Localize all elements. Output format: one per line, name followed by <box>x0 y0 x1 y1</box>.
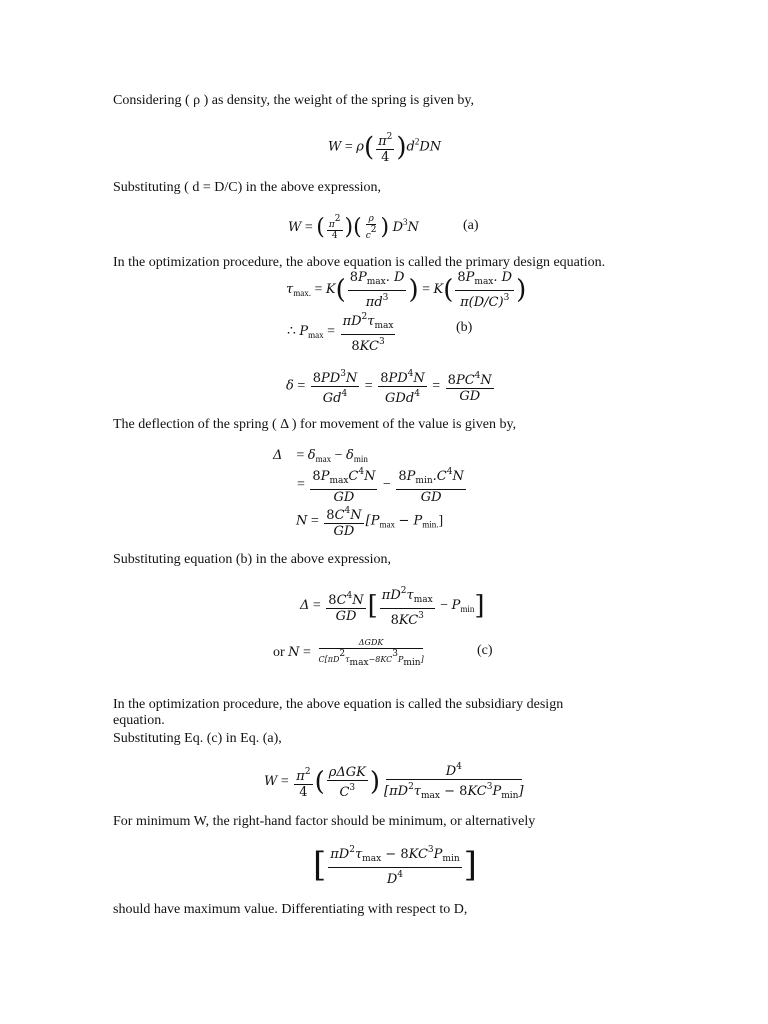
text-substituting-b: Substituting equation (b) in the above expression, <box>113 552 392 567</box>
equation-label-b: (b) <box>456 320 473 335</box>
text-subsidiary-design-equation: In the optimization procedure, the above equation is called the subsidiary design <box>113 697 564 712</box>
text-deflection-of-spring: The deflection of the spring ( Δ ) for movement of the value is given by, <box>113 417 517 432</box>
equation-delta: δ = $\frac{8PD^3N}{Gd^4}$ = $\frac{8PD^4N}{GDd^4}$ = $\frac{8PC^4N}{GD}$ <box>286 369 492 406</box>
equation-delta-diff: Δ = $\delta_{max} - \delta_{min}$ <box>273 448 368 464</box>
equation-label-c: (c) <box>477 643 493 658</box>
text-maximum-value-differentiating: should have maximum value. Differentiating with respect to D, <box>113 902 468 917</box>
equation-maximize-expression: [ $\frac{\pi D^2\tau_{max} - 8KC^3P_{min}}{D^4}$ ] <box>313 845 477 887</box>
equation-weight: W = ρ( $\frac{\pi^2}{4}$ )$d^2DN$ <box>328 132 442 165</box>
equation-b: ∴ $P_{max}$ = $\frac{\pi D^2\tau_{max}}{8KC^3}$ <box>287 312 394 354</box>
text-primary-design-equation: In the optimization procedure, the above equation is called the primary design equation. <box>113 255 606 270</box>
equation-label-a: (a) <box>463 218 479 233</box>
equation-tau-max: $\tau_{max.} = K$( $\frac{8P_{max}. D}{\pi d^3}$ ) = K( $\frac{8P_{max}. D}{\pi(D/C)^3}$ ) <box>286 270 527 310</box>
text-substituting-c-in-a: Substituting Eq. (c) in Eq. (a), <box>113 731 282 746</box>
text-for-minimum-w: For minimum W, the right-hand factor should be minimum, or alternatively <box>113 814 536 829</box>
equation-n-delta: N = $\frac{8C^4N}{GD}$ $[P_{max} - P_{min.}]$ <box>296 506 444 539</box>
equation-a: W = ( $\frac{\pi 2}{4}$ )( $\frac{\rho}{c2}$ ) $D^3N$ <box>288 214 419 242</box>
text-subsidiary-equation-cont: equation. <box>113 713 165 728</box>
equation-c: or N = $\frac{\text{ΔGDK}}{C[\pi D2\tau\max-8KC3Pmin]}$ <box>273 638 424 668</box>
equation-w-final: W = $\frac{\pi^2}{4}$ ( $\frac{\text{ρΔGK}}{C^3}$ ) $\frac{D^4}{[\pi D^2\tau_{max} - 8KC^3P_{min}]}$ <box>264 762 524 801</box>
equation-delta-expanded: = $\frac{8P_{max}C^4N}{GD}$ − $\frac{8P_{min}.C^4N}{GD}$ <box>297 467 464 505</box>
text-substituting-d: Substituting ( d = D/C) in the above expression, <box>113 180 382 195</box>
text-considering-density: Considering ( ρ ) as density, the weight of the spring is given by, <box>113 93 474 108</box>
equation-delta-tau: Δ = $\frac{8C^4N}{GD}$ [ $\frac{\pi D^2\tau_{max}}{8KC^3}$ − $P_{min}$] <box>300 586 485 628</box>
